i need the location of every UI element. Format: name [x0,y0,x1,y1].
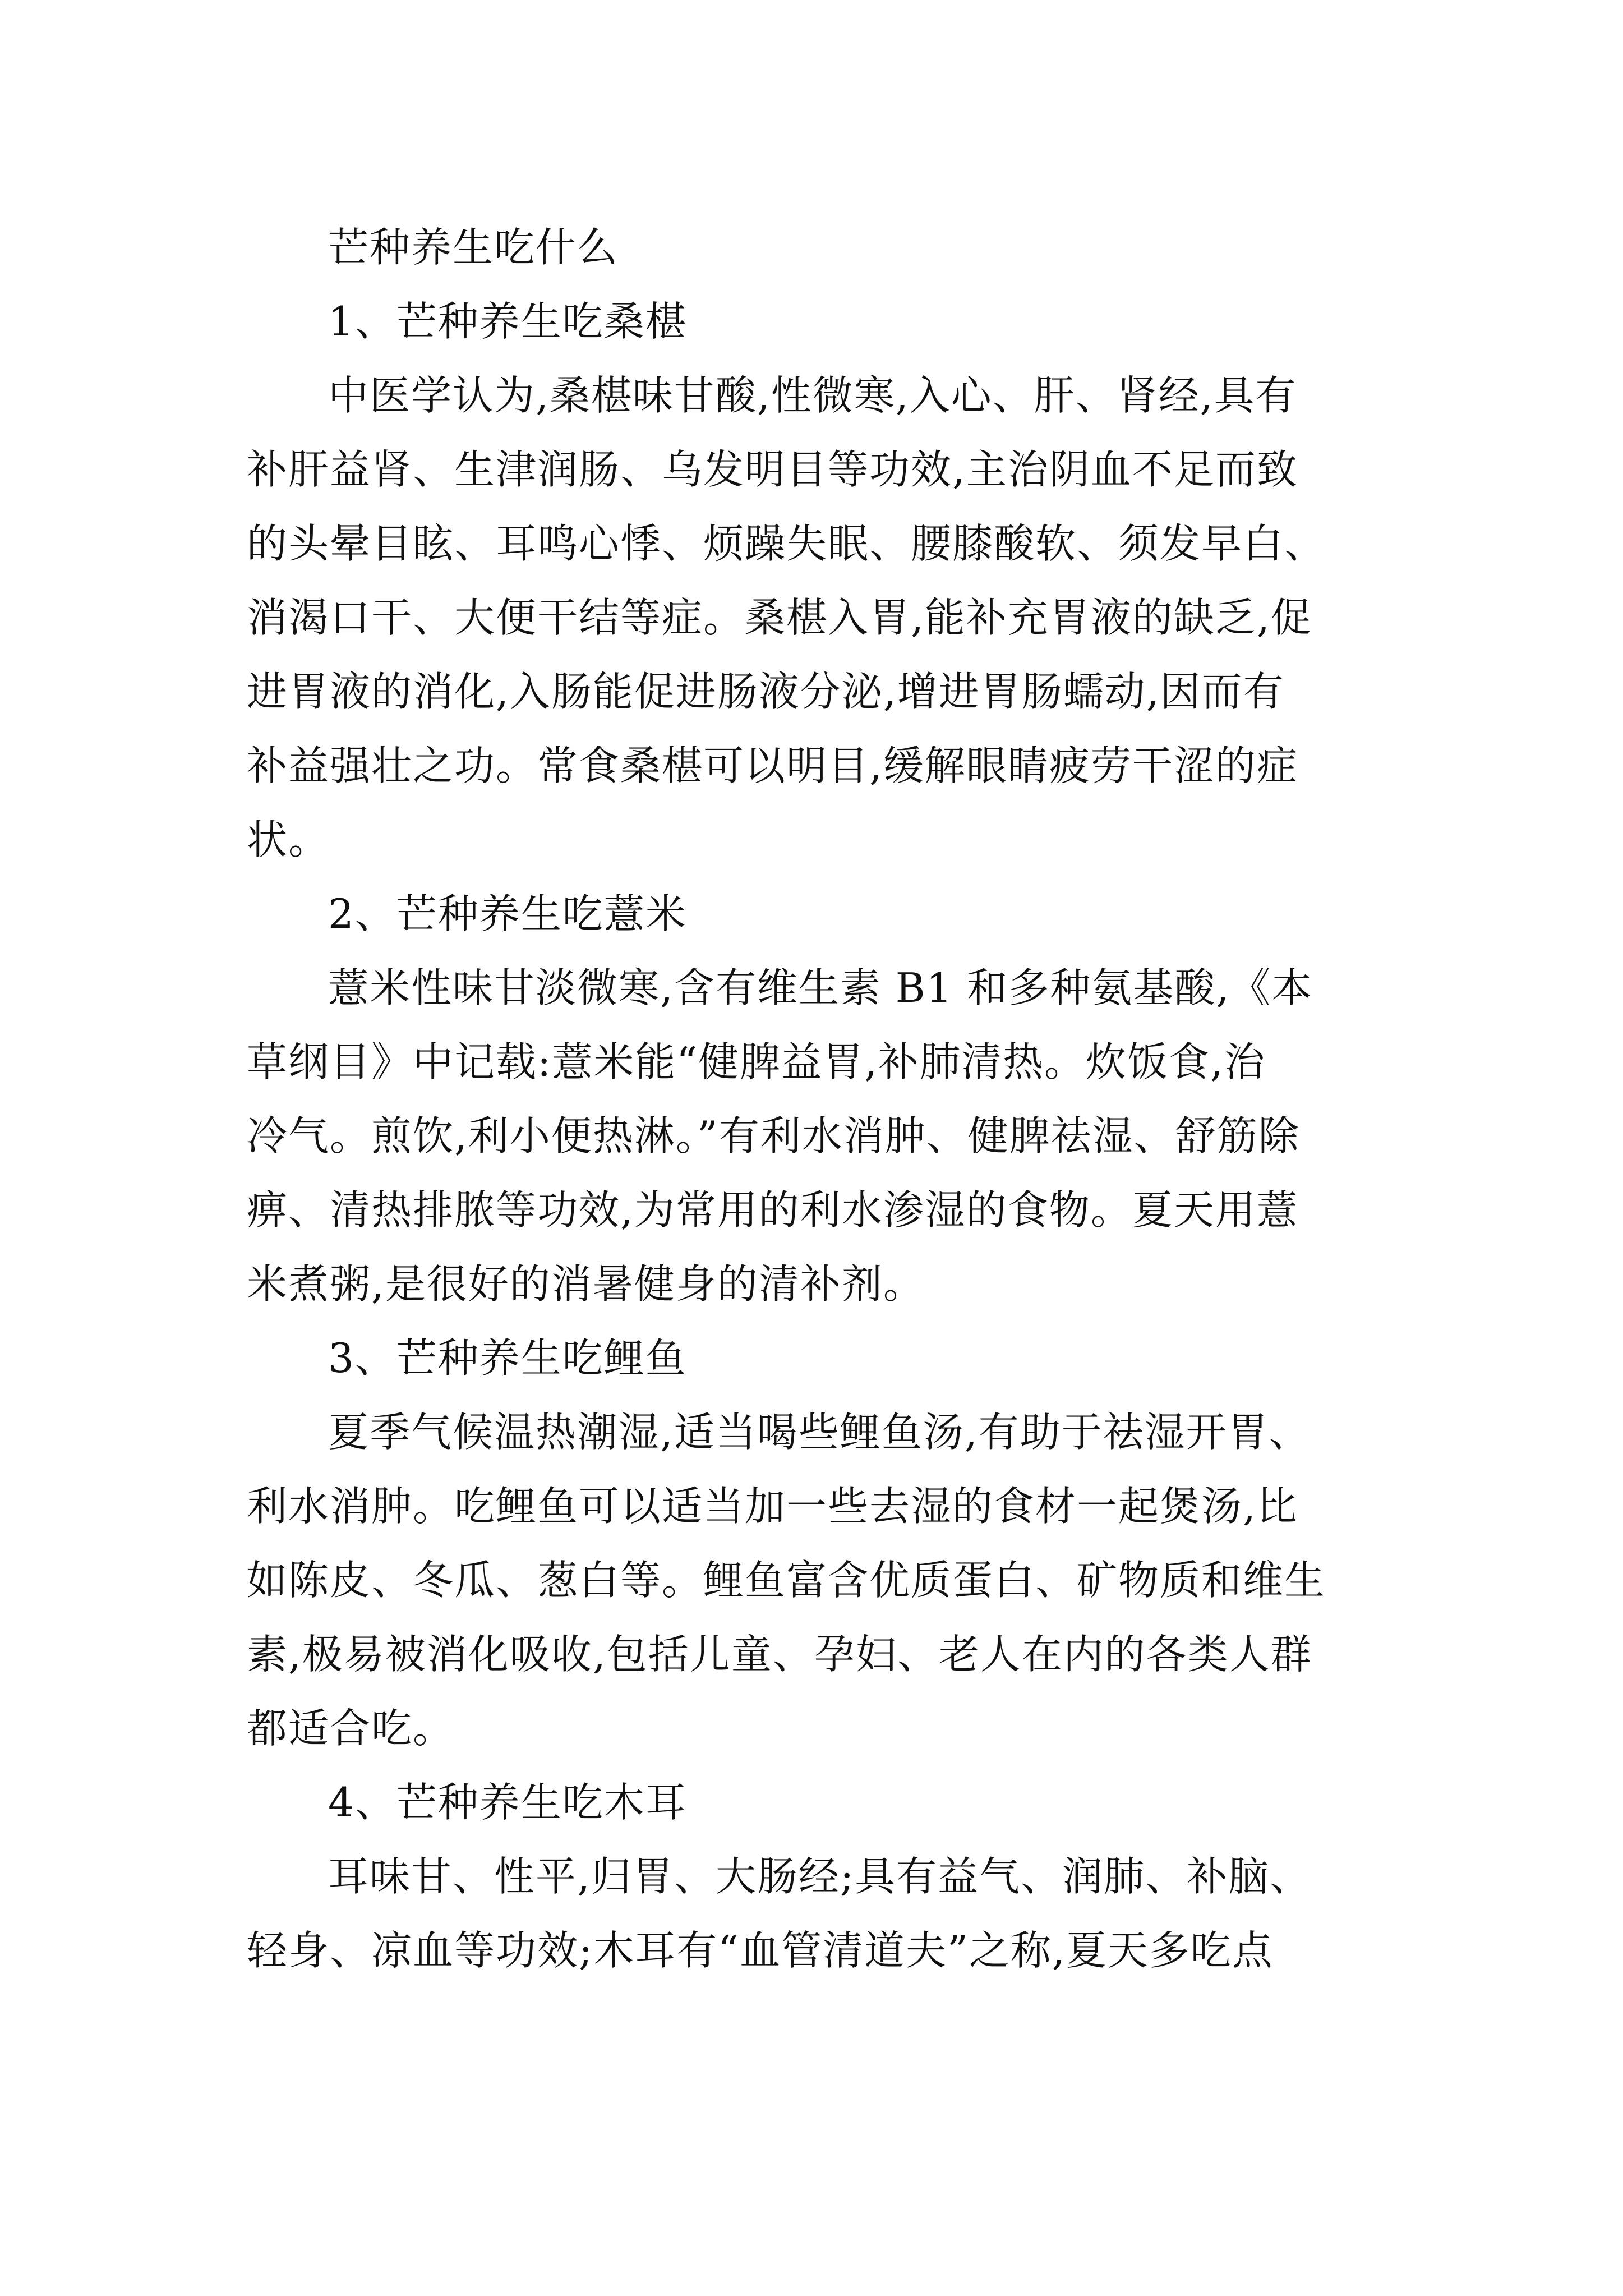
text-line: 1、芒种养生吃桑椹 [328,298,687,345]
text-line: 耳味甘、性平,归胃、大肠经;具有益气、润肺、补脑、 [328,1853,1312,1900]
text-line: 芒种养生吃什么 [328,224,619,271]
text-line: 4、芒种养生吃木耳 [328,1779,687,1826]
text-line: 中医学认为,桑椹味甘酸,性微寒,入心、肝、肾经,具有 [328,372,1297,419]
text-line: 3、芒种养生吃鲤鱼 [328,1335,687,1382]
text-line: 轻身、凉血等功效;木耳有“血管清道夫”之称,夏天多吃点 [247,1927,1274,1974]
text-line: 状。 [247,816,330,863]
text-line: 进胃液的消化,入肠能促进肠液分泌,增进胃肠蠕动,因而有 [247,668,1285,715]
text-line: 的头晕目眩、耳鸣心悸、烦躁失眠、腰膝酸软、须发早白、 [247,520,1326,567]
text-line: 补益强壮之功。常食桑椹可以明目,缓解眼睛疲劳干涩的症 [247,742,1298,789]
text-line: 夏季气候温热潮湿,适当喝些鲤鱼汤,有助于祛湿开胃、 [328,1409,1311,1456]
text-line: 米煮粥,是很好的消暑健身的清补剂。 [247,1260,925,1308]
text-line: 消渴口干、大便干结等症。桑椹入胃,能补充胃液的缺乏,促 [247,594,1312,641]
text-line: 2、芒种养生吃薏米 [328,890,687,937]
text-line: 素,极易被消化吸收,包括儿童、孕妇、老人在内的各类人群 [247,1631,1312,1678]
document-body [247,210,1391,1987]
text-line: 草纲目》中记载:薏米能“健脾益胃,补肺清热。炊饭食,治 [247,1038,1266,1085]
text-line: 冷气。煎饮,利小便热淋。”有利水消肿、健脾祛湿、舒筋除 [247,1112,1300,1159]
text-line: 薏米性味甘淡微寒,含有维生素 B1 和多种氨基酸,《本 [328,964,1313,1011]
text-line: 如陈皮、冬瓜、葱白等。鲤鱼富含优质蛋白、矿物质和维生 [247,1557,1326,1604]
text-line: 补肝益肾、生津润肠、乌发明目等功效,主治阴血不足而致 [247,446,1298,493]
text-line: 利水消肿。吃鲤鱼可以适当加一些去湿的食材一起煲汤,比 [247,1483,1298,1530]
text-line: 痹、清热排脓等功效,为常用的利水渗湿的食物。夏天用薏 [247,1186,1298,1234]
text-line: 都适合吃。 [247,1705,455,1752]
